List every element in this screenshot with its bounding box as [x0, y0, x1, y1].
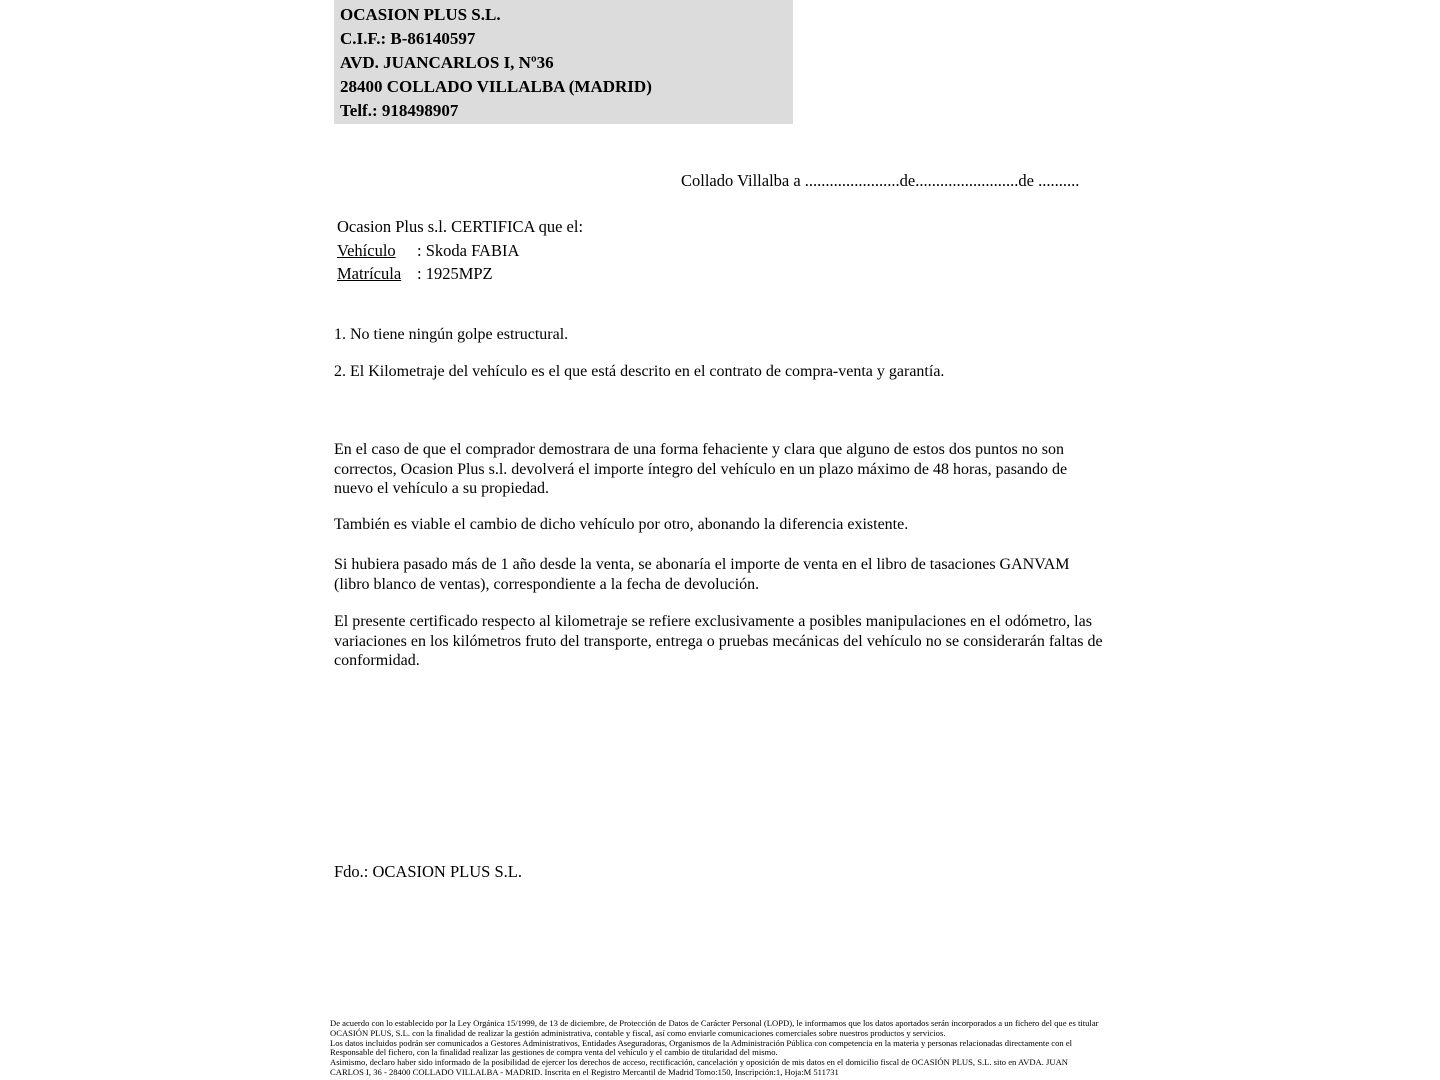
paragraph-refund-policy: En el caso de que el comprador demostrara de una forma fehaciente y clara que alguno de estos dos puntos no son correctos, Ocasion Plus s.l. devolverá el importe íntegro del vehículo en un plazo máximo de 48 horas, pasando de nuevo el vehículo a su propiedad. [334, 441, 1068, 497]
legal-line: Los datos incluidos podrán ser comunicados a Gestores Administrativos, Entidades Aseguradoras, Organismos de la Administración Pública con competencia en la materia y personas relacionadas directamente con el [330, 1037, 1073, 1048]
legal-line: OCASIÓN PLUS, S.L. con la finalidad de realizar la gestión administrativa, contable y fiscal, así como enviarle comunicaciones comerciales sobre nuestros productos y servicios. [330, 1027, 946, 1038]
company-cif: C.I.F.: B-86140597 [340, 29, 476, 48]
certificate-intro: Ocasion Plus s.l. CERTIFICA que el: [337, 217, 584, 236]
paragraph-ganvam-valuation: Si hubiera pasado más de 1 año desde la venta, se abonaría el importe de venta en el libro de tasaciones GANVAM (libro blanco de ventas), correspondiente a la fecha de devolución. [334, 556, 1070, 593]
paragraph-exchange-option: También es viable el cambio de dicho vehículo por otro, abonando la diferencia existente. [334, 516, 909, 533]
plate-field [337, 262, 583, 286]
date-line: Collado Villalba a .......................de.........................de .......... [681, 171, 1080, 190]
signature-line: Fdo.: OCASION PLUS S.L. [334, 862, 522, 881]
plate-field-label: Matrícula [337, 264, 402, 283]
company-address: AVD. JUANCARLOS I, Nº36 [340, 53, 554, 72]
point-2: 2. El Kilometraje del vehículo es el que está descrito en el contrato de compra-venta y garantía. [334, 363, 945, 380]
company-name: OCASION PLUS S.L. [340, 5, 501, 24]
company-city: 28400 COLLADO VILLALBA (MADRID) [340, 77, 652, 96]
vehicle-field-value: : Skoda FABIA [417, 240, 520, 260]
legal-footer [330, 1019, 1099, 1078]
legal-line: Responsable del fichero, con la finalidad realizar las gestiones de compra venta del vehículo y el cambio de titularidad del mismo. [330, 1047, 778, 1058]
vehicle-field-label: Vehículo [337, 240, 396, 260]
company-header-box [334, 0, 793, 124]
legal-line: De acuerdo con lo establecido por la Ley Orgánica 15/1999, de 13 de diciembre, de Protección de Datos de Carácter Personal (LOPD), le informamos que los datos aportados serán incorporados a un fichero del que es titular [330, 1018, 1099, 1028]
legal-line: CARLOS I, 36 - 28400 COLLADO VILLALBA - MADRID. Inscrita en el Registro Mercantil de Madrid Tomo:150, Inscripción:1, Hoja:M 511731 [330, 1066, 839, 1077]
legal-line: Asimismo, declaro haber sido informado de la posibilidad de ejercer los derechos de acceso, rectificación, cancelación y oposición de mis datos en el domicilio fiscal de OCASIÓN PLUS, S.L. sito en AVDA. JUAN [330, 1057, 1069, 1068]
vehicle-field [337, 239, 583, 263]
certificate-block [337, 215, 583, 286]
point-1: 1. No tiene ningún golpe estructural. [334, 326, 569, 343]
plate-field-value: : 1925MPZ [417, 264, 493, 283]
paragraph-odometer-disclaimer: El presente certificado respecto al kilometraje se refiere exclusivamente a posibles manipulaciones en el odómetro, las variaciones en los kilómetros fruto del transporte, entrega o pruebas mecánicas del vehículo no se considerarán faltas de conformidad. [334, 613, 1103, 669]
company-phone: Telf.: 918498907 [340, 101, 459, 120]
